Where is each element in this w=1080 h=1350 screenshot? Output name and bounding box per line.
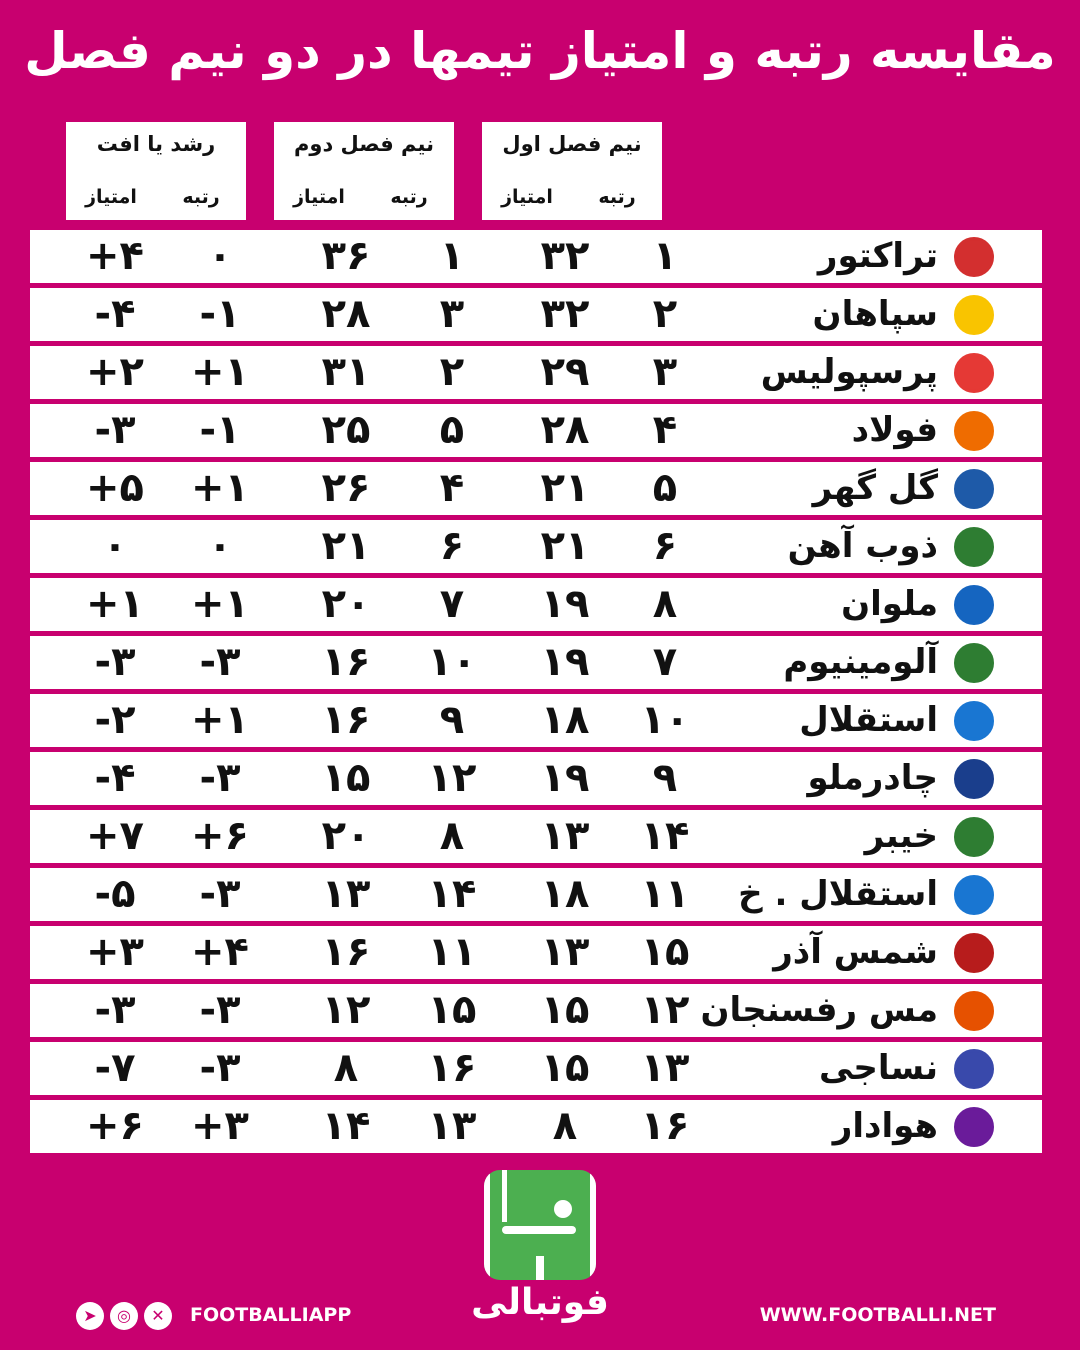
team-logo-icon <box>954 411 994 451</box>
rank-first-half: ۱۰ <box>640 697 690 743</box>
team-name: هوادار <box>832 1106 938 1146</box>
header-first-half-points: امتیاز <box>501 186 553 208</box>
team-name: چادرملو <box>807 758 938 798</box>
header-change-rank: رتبه <box>182 186 220 208</box>
team-logo-icon <box>954 991 994 1031</box>
website-link[interactable]: WWW.FOOTBALLI.NET <box>759 1304 996 1326</box>
rank-first-half: ۹ <box>652 755 678 801</box>
brand-name: فوتبالی <box>471 1282 609 1323</box>
rank-first-half: ۸ <box>652 581 678 627</box>
points-change: -۳ <box>94 639 136 685</box>
header-second-half-rank: رتبه <box>390 186 428 208</box>
points-first-half: ۲۹ <box>540 349 590 395</box>
points-change: -۲ <box>94 697 136 743</box>
page-title: مقایسه رتبه و امتیاز تیمها در دو نیم فصل <box>24 22 1056 80</box>
points-change: -۳ <box>94 407 136 453</box>
team-name: ذوب آهن <box>787 526 938 566</box>
points-first-half: ۸ <box>552 1103 578 1149</box>
points-first-half: ۲۸ <box>540 407 590 453</box>
rank-first-half: ۷ <box>652 639 678 685</box>
points-second-half: ۲۱ <box>321 523 371 569</box>
telegram-icon[interactable]: ➤ <box>76 1302 104 1330</box>
rank-first-half: ۱۳ <box>640 1045 690 1091</box>
rank-second-half: ۱۰ <box>427 639 477 685</box>
table-row <box>30 984 1042 1037</box>
points-first-half: ۱۸ <box>540 871 590 917</box>
team-logo-icon <box>954 237 994 277</box>
points-second-half: ۲۸ <box>321 291 371 337</box>
table-row <box>30 404 1042 457</box>
points-second-half: ۳۱ <box>321 349 371 395</box>
rank-second-half: ۹ <box>439 697 465 743</box>
rank-second-half: ۱۵ <box>427 987 477 1033</box>
header-first-half-title: نیم فصل اول <box>502 132 642 156</box>
team-logo-icon <box>954 527 994 567</box>
points-change: -۵ <box>94 871 136 917</box>
rank-first-half: ۱۵ <box>640 929 690 975</box>
rank-change: ۰ <box>207 233 233 279</box>
rank-first-half: ۱۲ <box>640 987 690 1033</box>
rank-change: -۳ <box>199 1045 241 1091</box>
points-second-half: ۲۰ <box>321 813 371 859</box>
rank-change: +۳ <box>191 1103 249 1149</box>
rank-second-half: ۲ <box>439 349 465 395</box>
points-change: -۴ <box>94 291 136 337</box>
table-row <box>30 868 1042 921</box>
points-change: +۲ <box>86 349 144 395</box>
table-row <box>30 1042 1042 1095</box>
team-logo-icon <box>954 875 994 915</box>
rank-change: -۳ <box>199 755 241 801</box>
rank-change: -۳ <box>199 871 241 917</box>
points-first-half: ۱۵ <box>540 987 590 1033</box>
rank-change: +۱ <box>191 349 249 395</box>
team-logo-icon <box>954 469 994 509</box>
rank-change: +۶ <box>191 813 249 859</box>
table-row <box>30 230 1042 283</box>
team-name: ملوان <box>841 584 938 624</box>
rank-second-half: ۱ <box>439 233 465 279</box>
rank-first-half: ۲ <box>652 291 678 337</box>
points-first-half: ۱۳ <box>540 813 590 859</box>
rank-second-half: ۱۳ <box>427 1103 477 1149</box>
points-change: +۴ <box>86 233 144 279</box>
rank-second-half: ۶ <box>439 523 465 569</box>
rank-second-half: ۸ <box>439 813 465 859</box>
team-logo-icon <box>954 643 994 683</box>
rank-change: +۱ <box>191 465 249 511</box>
rank-change: -۳ <box>199 639 241 685</box>
team-logo-icon <box>954 585 994 625</box>
points-change: +۳ <box>86 929 144 975</box>
team-name: استقلال . خ <box>738 874 938 914</box>
points-second-half: ۳۶ <box>321 233 371 279</box>
rank-change: +۱ <box>191 697 249 743</box>
points-second-half: ۲۵ <box>321 407 371 453</box>
team-name: استقلال <box>799 700 938 740</box>
table-row <box>30 346 1042 399</box>
points-change: +۷ <box>86 813 144 859</box>
team-logo-icon <box>954 353 994 393</box>
rank-change: +۱ <box>191 581 249 627</box>
table-row <box>30 926 1042 979</box>
header-first-half-rank: رتبه <box>598 186 636 208</box>
points-change: -۷ <box>94 1045 136 1091</box>
footballi-logo-icon <box>484 1170 596 1280</box>
table-row <box>30 810 1042 863</box>
standings-table <box>30 230 1042 1158</box>
rank-second-half: ۱۴ <box>427 871 477 917</box>
rank-first-half: ۱۱ <box>640 871 690 917</box>
points-first-half: ۳۲ <box>540 291 590 337</box>
team-name: آلومینیوم <box>783 642 938 682</box>
points-change: +۶ <box>86 1103 144 1149</box>
rank-change: -۱ <box>199 291 241 337</box>
team-logo-icon <box>954 933 994 973</box>
points-second-half: ۲۶ <box>321 465 371 511</box>
team-logo-icon <box>954 1049 994 1089</box>
header-second-half <box>274 122 454 220</box>
points-first-half: ۱۵ <box>540 1045 590 1091</box>
rank-second-half: ۱۱ <box>427 929 477 975</box>
points-first-half: ۳۲ <box>540 233 590 279</box>
rank-change: ۰ <box>207 523 233 569</box>
team-logo-icon <box>954 701 994 741</box>
points-second-half: ۱۳ <box>321 871 371 917</box>
header-second-half-points: امتیاز <box>293 186 345 208</box>
rank-first-half: ۴ <box>652 407 678 453</box>
team-logo-icon <box>954 817 994 857</box>
points-second-half: ۱۴ <box>321 1103 371 1149</box>
table-row <box>30 462 1042 515</box>
points-first-half: ۲۱ <box>540 523 590 569</box>
rank-second-half: ۱۶ <box>427 1045 477 1091</box>
points-second-half: ۱۵ <box>321 755 371 801</box>
table-row <box>30 636 1042 689</box>
x-icon[interactable]: ✕ <box>144 1302 172 1330</box>
team-name: فولاد <box>851 410 938 450</box>
points-first-half: ۱۳ <box>540 929 590 975</box>
rank-first-half: ۱۶ <box>640 1103 690 1149</box>
points-second-half: ۲۰ <box>321 581 371 627</box>
header-second-half-title: نیم فصل دوم <box>294 132 434 156</box>
points-first-half: ۱۹ <box>540 639 590 685</box>
team-name: نساجی <box>818 1048 938 1088</box>
header-change-title: رشد یا افت <box>96 132 216 156</box>
team-logo-icon <box>954 1107 994 1147</box>
team-name: تراکتور <box>817 236 938 276</box>
rank-change: -۳ <box>199 987 241 1033</box>
rank-first-half: ۳ <box>652 349 678 395</box>
rank-second-half: ۳ <box>439 291 465 337</box>
social-handle[interactable]: FOOTBALLIAPP <box>190 1304 352 1326</box>
points-first-half: ۱۸ <box>540 697 590 743</box>
rank-first-half: ۱ <box>652 233 678 279</box>
points-first-half: ۱۹ <box>540 755 590 801</box>
team-name: مس رفسنجان <box>700 990 938 1030</box>
points-change: -۴ <box>94 755 136 801</box>
points-change: ۰ <box>102 523 128 569</box>
header-first-half <box>482 122 662 220</box>
table-row <box>30 520 1042 573</box>
rank-second-half: ۵ <box>439 407 465 453</box>
rank-first-half: ۵ <box>652 465 678 511</box>
points-second-half: ۱۶ <box>321 639 371 685</box>
rank-second-half: ۱۲ <box>427 755 477 801</box>
points-second-half: ۱۶ <box>321 697 371 743</box>
table-row <box>30 578 1042 631</box>
rank-second-half: ۷ <box>439 581 465 627</box>
points-second-half: ۱۶ <box>321 929 371 975</box>
table-row <box>30 1100 1042 1153</box>
points-second-half: ۸ <box>333 1045 359 1091</box>
table-row <box>30 288 1042 341</box>
table-row <box>30 694 1042 747</box>
rank-first-half: ۱۴ <box>640 813 690 859</box>
rank-change: -۱ <box>199 407 241 453</box>
table-row <box>30 752 1042 805</box>
social-icons <box>76 1302 172 1330</box>
points-second-half: ۱۲ <box>321 987 371 1033</box>
points-first-half: ۲۱ <box>540 465 590 511</box>
header-change <box>66 122 246 220</box>
team-name: گل گهر <box>812 468 938 508</box>
header-change-points: امتیاز <box>85 186 137 208</box>
team-name: شمس آذر <box>773 932 938 972</box>
rank-second-half: ۴ <box>439 465 465 511</box>
points-change: +۵ <box>86 465 144 511</box>
instagram-icon[interactable]: ◎ <box>110 1302 138 1330</box>
points-change: +۱ <box>86 581 144 627</box>
team-name: سپاهان <box>812 294 938 334</box>
rank-first-half: ۶ <box>652 523 678 569</box>
team-name: پرسپولیس <box>760 352 938 392</box>
team-name: خیبر <box>864 816 938 856</box>
team-logo-icon <box>954 295 994 335</box>
team-logo-icon <box>954 759 994 799</box>
points-first-half: ۱۹ <box>540 581 590 627</box>
rank-change: +۴ <box>191 929 249 975</box>
points-change: -۳ <box>94 987 136 1033</box>
